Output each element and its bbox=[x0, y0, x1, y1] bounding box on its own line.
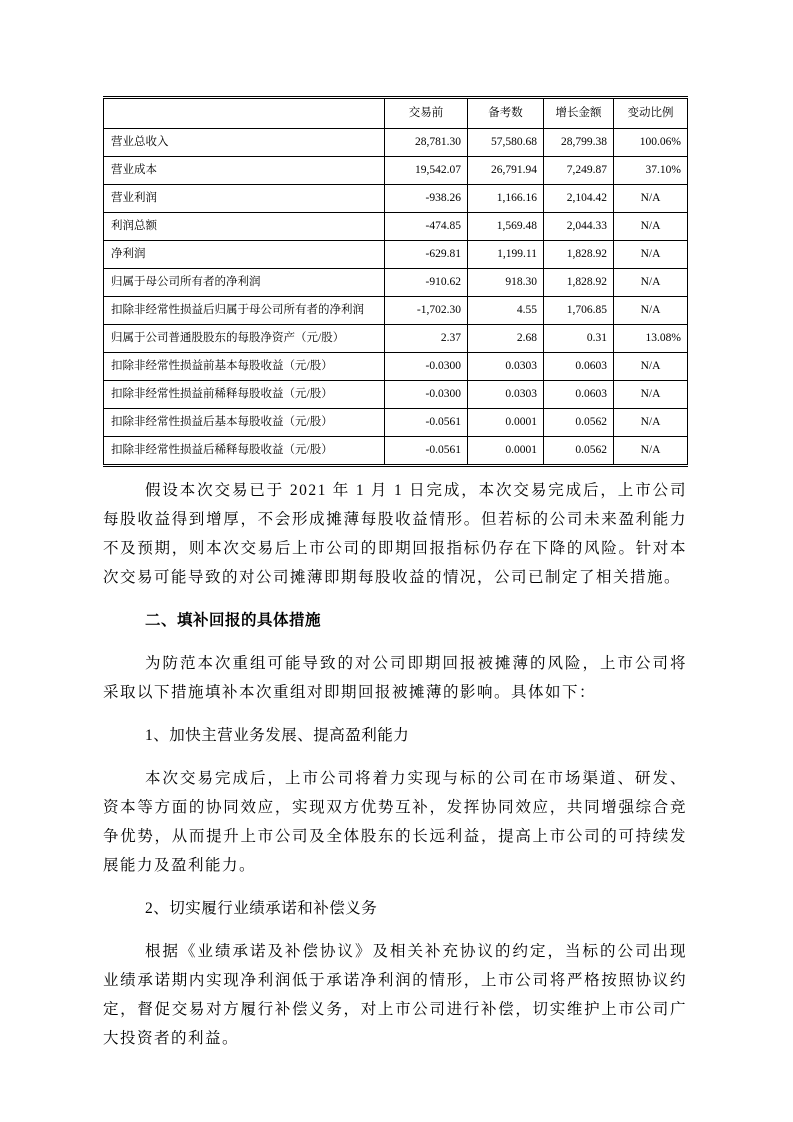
table-row bbox=[104, 213, 688, 241]
table-row bbox=[104, 129, 688, 157]
row-label: 利润总额 bbox=[104, 213, 385, 241]
table-cell: N/A bbox=[614, 381, 688, 409]
row-label: 扣除非经常性损益前稀释每股收益（元/股） bbox=[104, 381, 385, 409]
table-cell: 1,166.16 bbox=[468, 185, 544, 213]
table-cell: N/A bbox=[614, 213, 688, 241]
table-header-cell: 增长金额 bbox=[544, 98, 614, 129]
table-cell: -629.81 bbox=[385, 241, 468, 269]
table-cell: N/A bbox=[614, 297, 688, 325]
row-label: 扣除非经常性损益前基本每股收益（元/股） bbox=[104, 353, 385, 381]
table-cell: 1,199.11 bbox=[468, 241, 544, 269]
row-label: 扣除非经常性损益后稀释每股收益（元/股） bbox=[104, 437, 385, 466]
section-heading-return-compensation-measures: 二、填补回报的具体措施 bbox=[145, 612, 322, 629]
table-cell: N/A bbox=[614, 353, 688, 381]
eps-dilution-comparison-table bbox=[103, 96, 688, 467]
table-cell: N/A bbox=[614, 241, 688, 269]
table-cell: -910.62 bbox=[385, 269, 468, 297]
table-cell: 0.0001 bbox=[468, 409, 544, 437]
table-cell: 28,799.38 bbox=[544, 129, 614, 157]
table-cell: 2.37 bbox=[385, 325, 468, 353]
table-cell: 0.0303 bbox=[468, 353, 544, 381]
table-cell: 1,828.92 bbox=[544, 241, 614, 269]
table-cell: 57,580.68 bbox=[468, 129, 544, 157]
table-cell: 2.68 bbox=[468, 325, 544, 353]
table-cell: -1,702.30 bbox=[385, 297, 468, 325]
table-cell: 0.31 bbox=[544, 325, 614, 353]
table-row bbox=[104, 297, 688, 325]
table-cell: -938.26 bbox=[385, 185, 468, 213]
table-cell: 918.30 bbox=[468, 269, 544, 297]
table-cell: 2,104.42 bbox=[544, 185, 614, 213]
row-label: 营业总收入 bbox=[104, 129, 385, 157]
table-cell: N/A bbox=[614, 437, 688, 466]
paragraph-item2-compensation-obligation: 根据《业绩承诺及补偿协议》及相关补充协议的约定，当标的公司出现业绩承诺期内实现净利润低于承诺净利润的情形，上市公司将严格按照协议约定，督促交易对方履行补偿义务，对上市公司进行补偿，切实维护上市公司广大投资者的利益。 bbox=[103, 943, 687, 1047]
table-cell: -474.85 bbox=[385, 213, 468, 241]
table-cell: 0.0603 bbox=[544, 381, 614, 409]
table-header-row bbox=[104, 98, 688, 129]
paragraph-measures-intro: 为防范本次重组可能导致的对公司即期回报被摊薄的风险，上市公司将采取以下措施填补本次重组对即期回报被摊薄的影响。具体如下： bbox=[103, 655, 687, 701]
row-label: 扣除非经常性损益后基本每股收益（元/股） bbox=[104, 409, 385, 437]
paragraph-eps-assumption: 假设本次交易已于 2021 年 1 月 1 日完成，本次交易完成后，上市公司每股收益得到增厚，不会形成摊薄每股收益情形。但若标的公司未来盈利能力不及预期，则本次交易后上市公司的即期回报指标仍存在下降的风险。针对本次交易可能导致的对公司摊薄即期每股收益的情况，公司已制定了相关措施。 bbox=[103, 482, 687, 586]
table-row bbox=[104, 269, 688, 297]
table-header-cell: 交易前 bbox=[385, 98, 468, 129]
table-cell: 2,044.33 bbox=[544, 213, 614, 241]
table-header-item-column bbox=[104, 98, 385, 129]
table-cell: 28,781.30 bbox=[385, 129, 468, 157]
table-cell: 100.06% bbox=[614, 129, 688, 157]
row-label: 归属于母公司所有者的净利润 bbox=[104, 269, 385, 297]
item-heading-2-performance-commitment: 2、切实履行业绩承诺和补偿义务 bbox=[145, 900, 378, 917]
row-label: 净利润 bbox=[104, 241, 385, 269]
table-cell: 0.0303 bbox=[468, 381, 544, 409]
table-cell: -0.0561 bbox=[385, 437, 468, 466]
table-row bbox=[104, 409, 688, 437]
item-heading-1-accelerate-main-business: 1、加快主营业务发展、提高盈利能力 bbox=[145, 727, 410, 744]
table-cell: 4.55 bbox=[468, 297, 544, 325]
table-header-cell: 备考数 bbox=[468, 98, 544, 129]
table-cell: 0.0001 bbox=[468, 437, 544, 466]
table-cell: 37.10% bbox=[614, 157, 688, 185]
table-cell: 1,569.48 bbox=[468, 213, 544, 241]
table-row bbox=[104, 157, 688, 185]
table-cell: 13.08% bbox=[614, 325, 688, 353]
table-cell: 0.0562 bbox=[544, 437, 614, 466]
table-row bbox=[104, 325, 688, 353]
row-label: 扣除非经常性损益后归属于母公司所有者的净利润 bbox=[104, 297, 385, 325]
table-cell: 1,828.92 bbox=[544, 269, 614, 297]
table-cell: -0.0300 bbox=[385, 353, 468, 381]
table-cell: 26,791.94 bbox=[468, 157, 544, 185]
table-row bbox=[104, 381, 688, 409]
table-cell: 7,249.87 bbox=[544, 157, 614, 185]
table-cell: 0.0603 bbox=[544, 353, 614, 381]
table-row bbox=[104, 185, 688, 213]
table-cell: -0.0300 bbox=[385, 381, 468, 409]
table-row bbox=[104, 241, 688, 269]
table-cell: N/A bbox=[614, 269, 688, 297]
row-label: 营业利润 bbox=[104, 185, 385, 213]
table-cell: 1,706.85 bbox=[544, 297, 614, 325]
row-label: 营业成本 bbox=[104, 157, 385, 185]
row-label: 归属于公司普通股股东的每股净资产（元/股） bbox=[104, 325, 385, 353]
table-cell: N/A bbox=[614, 185, 688, 213]
table-cell: -0.0561 bbox=[385, 409, 468, 437]
table-row bbox=[104, 353, 688, 381]
table-body bbox=[104, 129, 688, 466]
table-row bbox=[104, 437, 688, 466]
table-cell: N/A bbox=[614, 409, 688, 437]
paragraph-item1-synergy: 本次交易完成后，上市公司将着力实现与标的公司在市场渠道、研发、资本等方面的协同效应，实现双方优势互补，发挥协同效应，共同增强综合竞争优势，从而提升上市公司及全体股东的长远利益，提高上市公司的可持续发展能力及盈利能力。 bbox=[103, 770, 687, 874]
table-cell: 19,542.07 bbox=[385, 157, 468, 185]
table-cell: 0.0562 bbox=[544, 409, 614, 437]
table-header-cell: 变动比例 bbox=[614, 98, 688, 129]
